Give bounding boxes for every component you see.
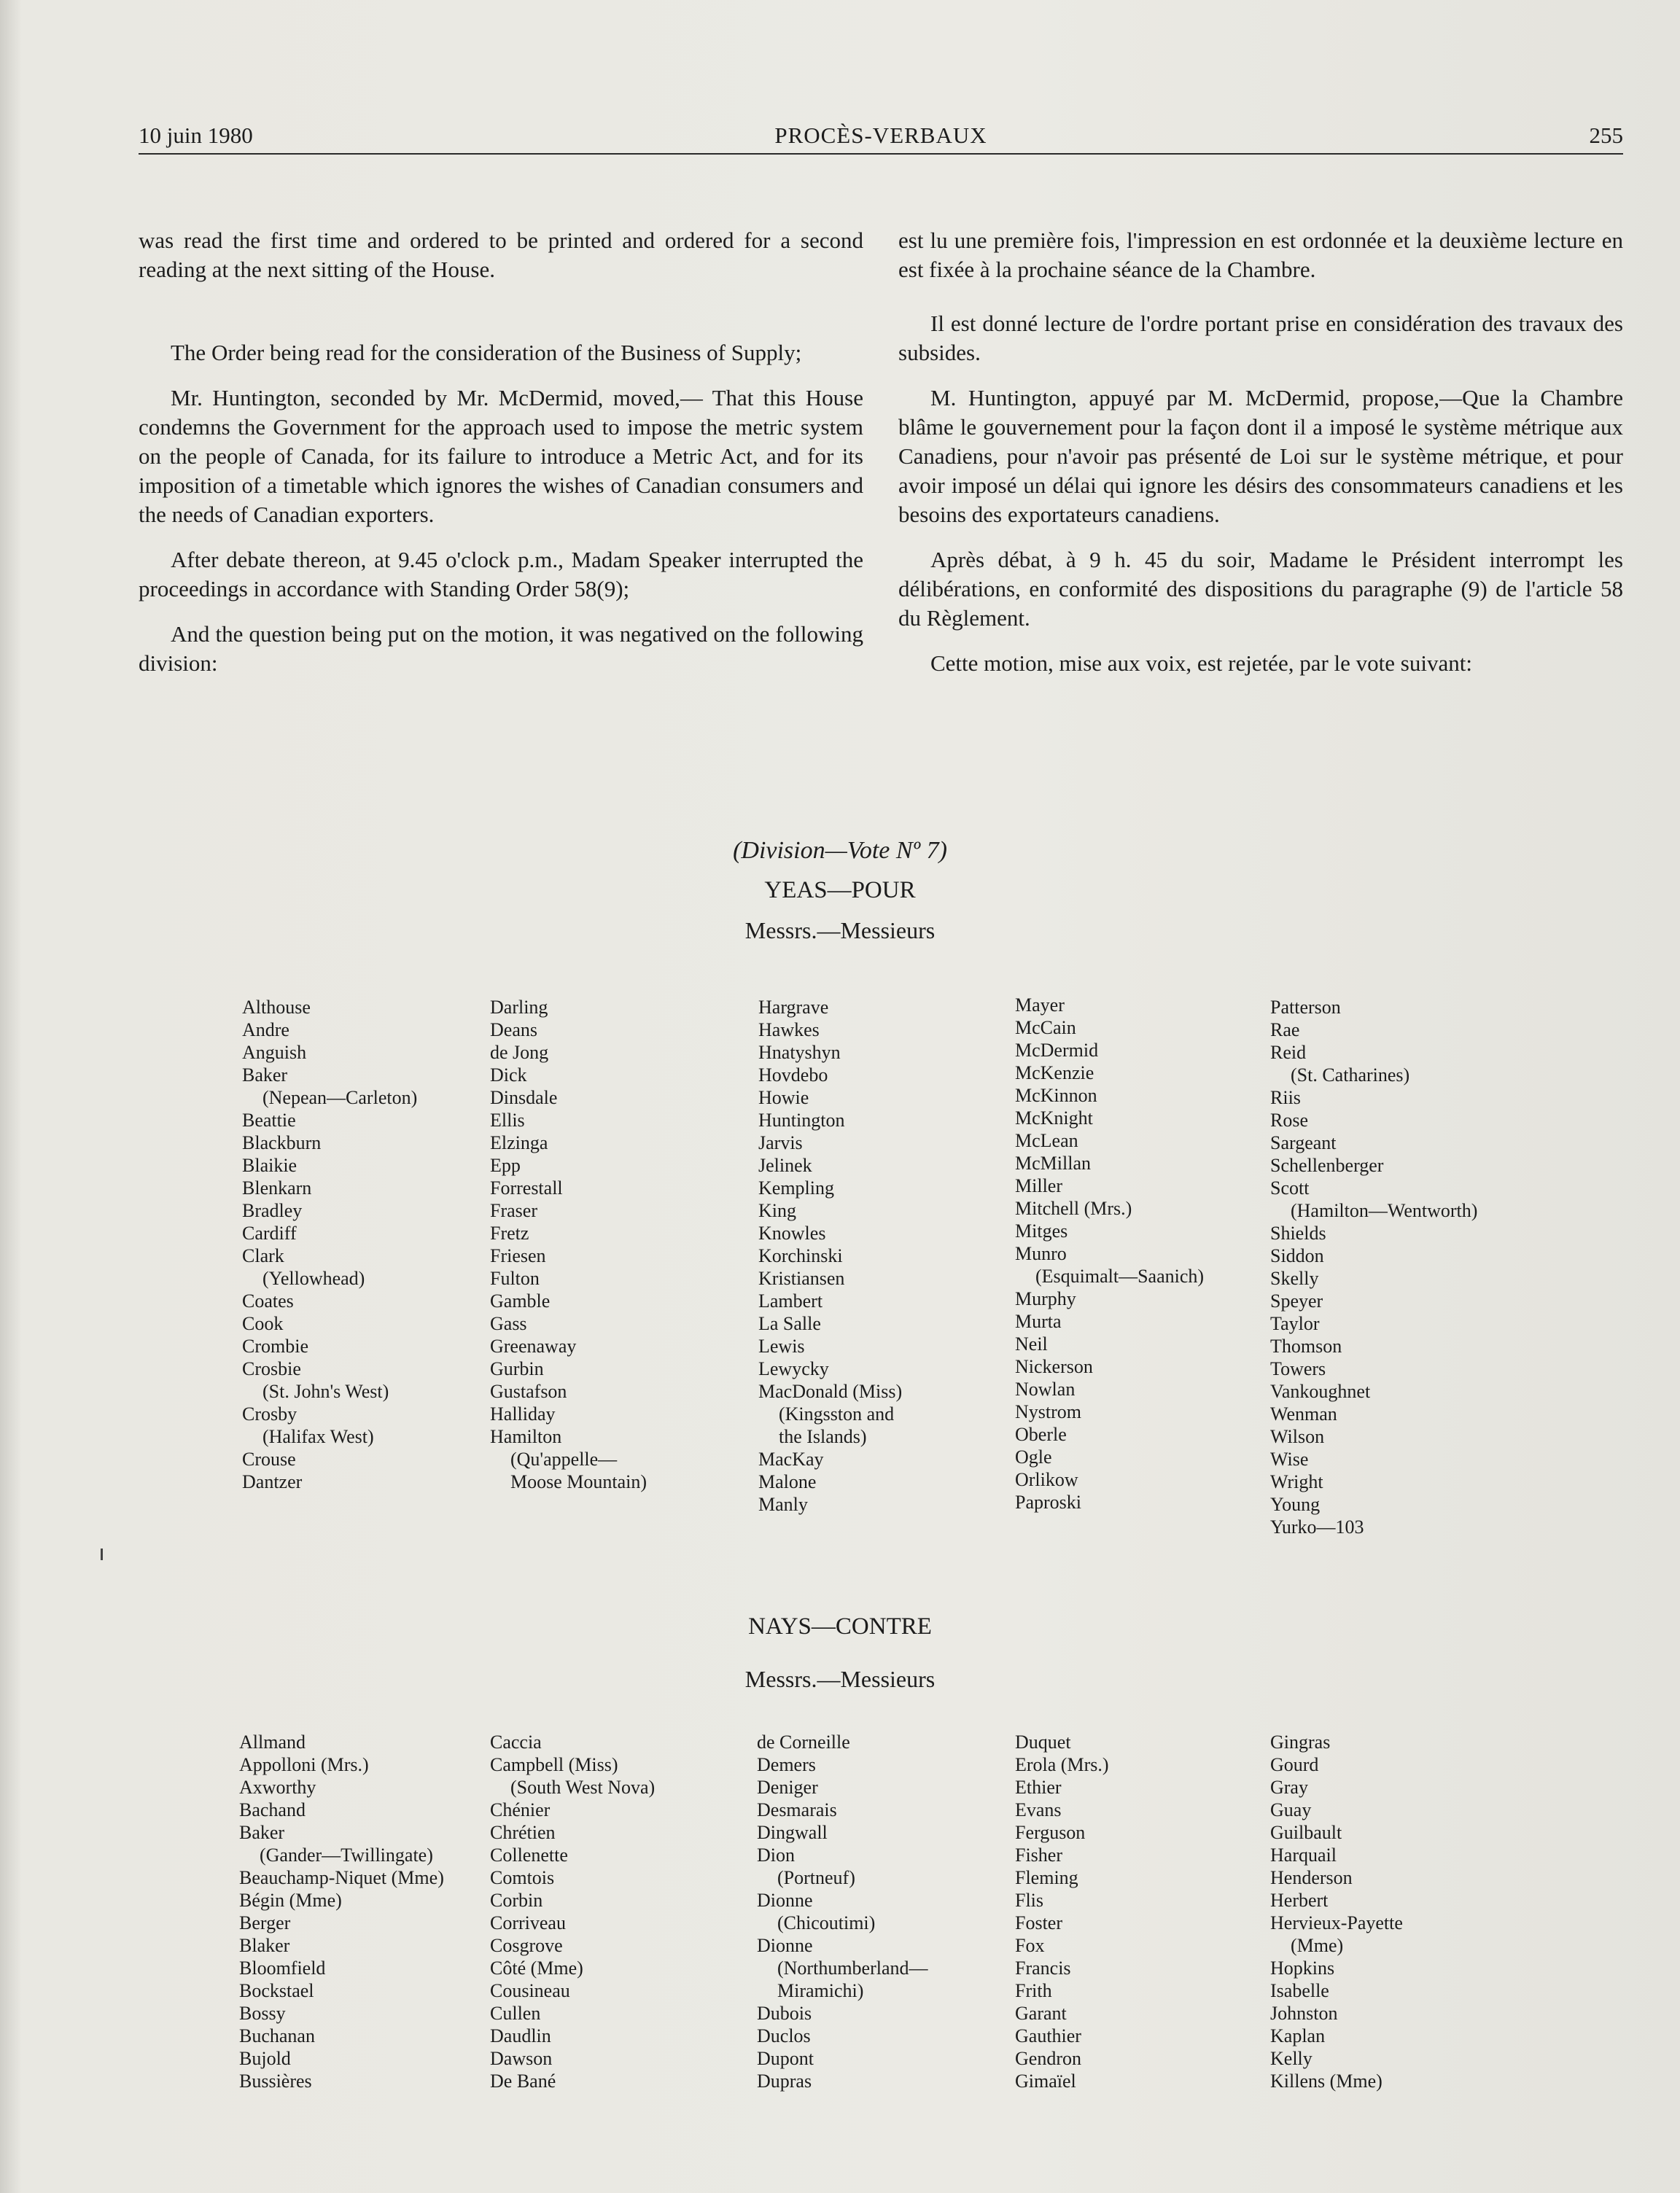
- nays-member-name: Fox: [1015, 1935, 1045, 1956]
- nays-column-1: [239, 1731, 444, 2092]
- header-date: 10 juin 1980: [139, 122, 253, 148]
- yeas-member-name: Andre: [242, 1019, 289, 1040]
- nays-member-name: Cosgrove: [490, 1935, 563, 1956]
- yeas-member-name: Ogle: [1015, 1446, 1052, 1468]
- yeas-member-name: Siddon: [1270, 1245, 1324, 1266]
- yeas-member-name: McKinnon: [1015, 1085, 1097, 1106]
- nays-member-name: Axworthy: [239, 1777, 316, 1798]
- yeas-member-name: Baker: [242, 1064, 288, 1086]
- nays-member-name: Gingras: [1270, 1732, 1331, 1753]
- division-title: (Division—Vote Nº 7): [733, 837, 947, 864]
- english-paragraph: After debate thereon, at 9.45 o'clock p.m., Madam Speaker interrupted the proceedings in accordance with Standing Order 58(9);: [139, 547, 863, 601]
- yeas-member-name: Friesen: [490, 1245, 546, 1266]
- nays-column-2: [490, 1731, 655, 2092]
- yeas-member-name: La Salle: [758, 1313, 821, 1334]
- nays-member-name: Kelly: [1270, 2048, 1312, 2069]
- header-rule: [139, 153, 1623, 155]
- nays-member-name: Daudlin: [490, 2025, 551, 2046]
- nays-member-name: Gimaïel: [1015, 2071, 1076, 2092]
- yeas-heading: YEAS—POUR: [764, 877, 916, 903]
- yeas-member-name: Thomson: [1270, 1336, 1342, 1357]
- nays-member-name: Kaplan: [1270, 2025, 1326, 2046]
- nays-member-name: Berger: [239, 1912, 291, 1933]
- french-paragraph: Il est donné lecture de l'ordre portant prise en considération des travaux des subsides.: [898, 311, 1623, 365]
- nays-member-name: Cullen: [490, 2003, 541, 2024]
- yeas-member-name: Crouse: [242, 1449, 296, 1470]
- yeas-member-name: Riis: [1270, 1087, 1301, 1108]
- nays-member-name: Garant: [1015, 2003, 1067, 2024]
- page-number: 255: [1589, 122, 1623, 148]
- yeas-member-name: (St. John's West): [262, 1381, 389, 1402]
- nays-member-name: (Chicoutimi): [777, 1912, 876, 1933]
- nays-member-name: Chénier: [490, 1799, 551, 1820]
- yeas-member-name: (Halifax West): [262, 1426, 374, 1447]
- nays-member-name: Hopkins: [1270, 1958, 1335, 1979]
- yeas-member-name: Coates: [242, 1290, 294, 1312]
- yeas-column-1: [242, 996, 417, 1493]
- nays-member-name: Ethier: [1015, 1777, 1062, 1798]
- yeas-member-name: Epp: [490, 1155, 521, 1176]
- nays-member-name: Dionne: [757, 1935, 813, 1956]
- yeas-member-name: Anguish: [242, 1042, 307, 1063]
- nays-member-name: Bussières: [239, 2071, 312, 2092]
- yeas-member-name: Wise: [1270, 1449, 1309, 1470]
- yeas-member-name: Towers: [1270, 1358, 1326, 1379]
- nays-heading: NAYS—CONTRE: [748, 1613, 932, 1640]
- nays-member-name: Bloomfield: [239, 1958, 326, 1979]
- nays-member-name: Harquail: [1270, 1845, 1337, 1866]
- yeas-column-4: [1015, 994, 1204, 1514]
- yeas-member-name: Skelly: [1270, 1268, 1319, 1289]
- nays-member-name: Bossy: [239, 2003, 286, 2024]
- yeas-member-name: Munro: [1015, 1243, 1067, 1264]
- yeas-member-name: Miller: [1015, 1175, 1062, 1196]
- yeas-member-name: the Islands): [779, 1426, 867, 1447]
- yeas-member-name: Hnatyshyn: [758, 1042, 841, 1063]
- nays-member-name: Deniger: [757, 1777, 818, 1798]
- nays-member-name: Buchanan: [239, 2025, 315, 2046]
- yeas-member-name: Jelinek: [758, 1155, 812, 1176]
- nays-member-name: Gray: [1270, 1777, 1308, 1798]
- nays-member-name: Bockstael: [239, 1980, 314, 2001]
- yeas-member-name: (Hamilton—Wentworth): [1291, 1200, 1478, 1221]
- yeas-member-name: Beattie: [242, 1110, 296, 1131]
- nays-member-name: Johnston: [1270, 2003, 1338, 2024]
- nays-member-name: Baker: [239, 1822, 285, 1843]
- nays-member-name: Dubois: [757, 2003, 812, 2024]
- yeas-member-name: (Nepean—Carleton): [262, 1087, 418, 1108]
- yeas-member-name: Fretz: [490, 1223, 529, 1244]
- yeas-member-name: Hargrave: [758, 997, 829, 1018]
- yeas-member-name: (Esquimalt—Saanich): [1035, 1266, 1205, 1287]
- yeas-member-name: Hawkes: [758, 1019, 820, 1040]
- nays-member-name: Foster: [1015, 1912, 1062, 1933]
- english-paragraph: The Order being read for the consideration of the Business of Supply;: [171, 340, 802, 365]
- yeas-member-name: Cook: [242, 1313, 284, 1334]
- nays-column-5: [1270, 1731, 1403, 2092]
- nays-member-name: Campbell (Miss): [490, 1754, 618, 1775]
- yeas-member-name: McKenzie: [1015, 1062, 1094, 1083]
- yeas-member-name: Mitges: [1015, 1220, 1068, 1242]
- nays-member-name: Fleming: [1015, 1867, 1078, 1888]
- yeas-member-name: Murta: [1015, 1311, 1062, 1332]
- yeas-member-name: Cardiff: [242, 1223, 297, 1244]
- english-paragraph: was read the first time and ordered to be printed and ordered for a second reading at the next sitting of the House.: [139, 227, 863, 282]
- yeas-member-name: Halliday: [490, 1403, 556, 1425]
- nays-member-name: Flis: [1015, 1890, 1044, 1911]
- yeas-member-name: Wilson: [1270, 1426, 1325, 1447]
- yeas-member-name: Deans: [490, 1019, 537, 1040]
- yeas-member-name: Dinsdale: [490, 1087, 558, 1108]
- yeas-column-5: [1270, 996, 1477, 1538]
- nays-member-name: Guilbault: [1270, 1822, 1342, 1843]
- nays-member-name: Desmarais: [757, 1799, 837, 1820]
- yeas-member-name: Lambert: [758, 1290, 823, 1312]
- yeas-member-name: Rose: [1270, 1110, 1308, 1131]
- yeas-member-name: Malone: [758, 1471, 817, 1492]
- yeas-member-name: Forrestall: [490, 1177, 563, 1199]
- french-paragraph: Après débat, à 9 h. 45 du soir, Madame le Président interrompt les délibérations, en conformité des dispositions du paragraphe (9) de l'article 58 du Règlement.: [898, 547, 1623, 631]
- nays-member-name: Evans: [1015, 1799, 1062, 1820]
- nays-member-name: Duclos: [757, 2025, 811, 2046]
- nays-member-name: Dupont: [757, 2048, 814, 2069]
- nays-member-name: Fisher: [1015, 1845, 1062, 1866]
- yeas-member-name: Elzinga: [490, 1132, 548, 1153]
- nays-member-name: Herbert: [1270, 1890, 1329, 1911]
- yeas-member-name: Jarvis: [758, 1132, 803, 1153]
- page-header: [139, 122, 1623, 156]
- nays-member-name: Collenette: [490, 1845, 568, 1866]
- yeas-member-name: Sargeant: [1270, 1132, 1337, 1153]
- yeas-member-name: Shields: [1270, 1223, 1326, 1244]
- yeas-member-name: Nowlan: [1015, 1379, 1076, 1400]
- yeas-member-name: Dick: [490, 1064, 527, 1086]
- yeas-member-name: Crosbie: [242, 1358, 301, 1379]
- yeas-member-name: Knowles: [758, 1223, 826, 1244]
- nays-member-name: Corbin: [490, 1890, 543, 1911]
- nays-member-name: Gourd: [1270, 1754, 1319, 1775]
- yeas-member-name: McLean: [1015, 1130, 1078, 1151]
- yeas-member-name: Schellenberger: [1270, 1155, 1384, 1176]
- nays-member-name: (South West Nova): [510, 1777, 656, 1798]
- yeas-member-name: Taylor: [1270, 1313, 1320, 1334]
- yeas-member-name: McMillan: [1015, 1153, 1091, 1174]
- nays-member-name: Bégin (Mme): [239, 1890, 342, 1911]
- yeas-member-name: (St. Catharines): [1291, 1064, 1410, 1086]
- french-paragraph: M. Huntington, appuyé par M. McDermid, propose,—Que la Chambre blâme le gouvernement pour la façon dont il a imposé le système métrique aux Canadiens, pour n'avoir pas présenté de Loi sur le système métrique, et pour avoir imposé un délai qui ignore les désirs des consommateurs canadiens et les besoins des exportateurs canadiens.: [898, 385, 1623, 527]
- nays-member-name: Chrétien: [490, 1822, 556, 1843]
- yeas-member-name: Ellis: [490, 1110, 525, 1131]
- yeas-member-name: Vankoughnet: [1270, 1381, 1371, 1402]
- yeas-member-name: Manly: [758, 1494, 808, 1515]
- yeas-member-name: Oberle: [1015, 1424, 1067, 1445]
- yeas-member-name: Patterson: [1270, 997, 1341, 1018]
- yeas-messrs: Messrs.—Messieurs: [744, 917, 936, 943]
- yeas-member-name: Fulton: [490, 1268, 540, 1289]
- nays-member-name: Frith: [1015, 1980, 1052, 2001]
- yeas-member-name: Korchinski: [758, 1245, 843, 1266]
- yeas-member-name: Yurko—103: [1270, 1516, 1364, 1538]
- yeas-member-name: Murphy: [1015, 1288, 1076, 1309]
- yeas-member-name: Crosby: [242, 1403, 298, 1425]
- yeas-member-name: Huntington: [758, 1110, 845, 1131]
- nays-member-name: Miramichi): [777, 1980, 864, 2001]
- yeas-member-name: Kempling: [758, 1177, 834, 1199]
- nays-member-name: (Northumberland—: [777, 1958, 928, 1979]
- yeas-member-name: Hovdebo: [758, 1064, 828, 1086]
- nays-column-3: [757, 1731, 928, 2092]
- yeas-member-name: Neil: [1015, 1333, 1048, 1355]
- yeas-member-name: Mayer: [1015, 994, 1065, 1016]
- yeas-member-name: Blackburn: [242, 1132, 322, 1153]
- yeas-member-name: Bradley: [242, 1200, 303, 1221]
- nays-member-name: Isabelle: [1270, 1980, 1329, 2001]
- yeas-member-name: (Qu'appelle—: [510, 1449, 618, 1470]
- nays-member-name: Killens (Mme): [1270, 2071, 1382, 2092]
- yeas-member-name: Crombie: [242, 1336, 308, 1357]
- nays-member-name: Demers: [757, 1754, 816, 1775]
- yeas-member-name: Lewycky: [758, 1358, 829, 1379]
- yeas-member-name: Gamble: [490, 1290, 551, 1312]
- yeas-member-name: McCain: [1015, 1017, 1076, 1038]
- yeas-member-name: Kristiansen: [758, 1268, 845, 1289]
- yeas-member-name: Blaikie: [242, 1155, 298, 1176]
- nays-member-name: Bachand: [239, 1799, 306, 1820]
- nays-column-4: [1015, 1731, 1109, 2092]
- english-paragraph: Mr. Huntington, seconded by Mr. McDermid, moved,— That this House condemns the Government for the approach used to impose the metric system on the people of Canada, for its failure to introduce a Metric Act, and for its imposition of a timetable which ignores the wishes of Canadian consumers and the needs of Canadian exporters.: [139, 385, 863, 527]
- yeas-member-name: Lewis: [758, 1336, 805, 1357]
- yeas-member-name: Fraser: [490, 1200, 537, 1221]
- yeas-column-2: [490, 996, 647, 1493]
- nays-member-name: Dion: [757, 1845, 795, 1866]
- nays-member-name: De Bané: [490, 2071, 556, 2092]
- nays-member-name: Erola (Mrs.): [1015, 1754, 1109, 1775]
- yeas-member-name: Reid: [1270, 1042, 1307, 1063]
- english-paragraph: And the question being put on the motion, it was negatived on the following division:: [139, 621, 863, 676]
- nays-member-name: Appolloni (Mrs.): [239, 1754, 369, 1775]
- yeas-member-name: Orlikow: [1015, 1469, 1078, 1490]
- french-paragraph: est lu une première fois, l'impression en est ordonnée et la deuxième lecture en est fixée à la prochaine séance de la Chambre.: [898, 227, 1623, 282]
- yeas-member-name: Darling: [490, 997, 548, 1018]
- yeas-member-name: King: [758, 1200, 796, 1221]
- yeas-member-name: Wenman: [1270, 1403, 1337, 1425]
- nays-member-name: Beauchamp-Niquet (Mme): [239, 1867, 444, 1888]
- yeas-member-name: Young: [1270, 1494, 1321, 1515]
- yeas-member-name: Rae: [1270, 1019, 1300, 1040]
- yeas-member-name: de Jong: [490, 1042, 549, 1063]
- yeas-member-name: (Yellowhead): [262, 1268, 365, 1289]
- nays-member-name: Dawson: [490, 2048, 553, 2069]
- yeas-member-name: Howie: [758, 1087, 809, 1108]
- nays-member-name: Dionne: [757, 1890, 813, 1911]
- nays-member-name: Caccia: [490, 1732, 542, 1753]
- nays-member-name: Henderson: [1270, 1867, 1353, 1888]
- nays-member-name: (Gander—Twillingate): [260, 1845, 433, 1866]
- header-title: PROCÈS-VERBAUX: [774, 122, 987, 148]
- nays-member-name: Dupras: [757, 2071, 812, 2092]
- yeas-member-name: Wright: [1270, 1471, 1323, 1492]
- yeas-member-name: Gustafson: [490, 1381, 567, 1402]
- yeas-member-name: Speyer: [1270, 1290, 1323, 1312]
- nays-member-name: Francis: [1015, 1958, 1071, 1979]
- yeas-member-name: Hamilton: [490, 1426, 562, 1447]
- nays-member-name: Hervieux-Payette: [1270, 1912, 1403, 1933]
- nays-member-name: Comtois: [490, 1867, 555, 1888]
- nays-member-name: Cousineau: [490, 1980, 570, 2001]
- yeas-member-name: (Kingsston and: [779, 1403, 895, 1425]
- yeas-member-name: Nystrom: [1015, 1401, 1081, 1422]
- nays-member-name: Guay: [1270, 1799, 1312, 1820]
- nays-messrs: Messrs.—Messieurs: [744, 1666, 936, 1692]
- margin-mark: [101, 1549, 103, 1560]
- french-paragraph: Cette motion, mise aux voix, est rejetée, par le vote suivant:: [930, 650, 1472, 676]
- yeas-member-name: Dantzer: [242, 1471, 303, 1492]
- nays-member-name: Duquet: [1015, 1732, 1071, 1753]
- yeas-member-name: Gurbin: [490, 1358, 544, 1379]
- yeas-member-name: Althouse: [242, 997, 311, 1018]
- yeas-member-name: McKnight: [1015, 1107, 1093, 1129]
- french-column: [898, 226, 1623, 678]
- nays-member-name: (Mme): [1291, 1935, 1344, 1956]
- yeas-member-name: Gass: [490, 1313, 527, 1334]
- yeas-member-name: Moose Mountain): [510, 1471, 648, 1492]
- nays-member-name: Blaker: [239, 1935, 290, 1956]
- yeas-member-name: Clark: [242, 1245, 284, 1266]
- nays-member-name: Gendron: [1015, 2048, 1081, 2069]
- yeas-member-name: McDermid: [1015, 1040, 1099, 1061]
- nays-member-name: (Portneuf): [777, 1867, 855, 1888]
- yeas-member-name: Scott: [1270, 1177, 1310, 1199]
- nays-member-name: de Corneille: [757, 1732, 850, 1753]
- yeas-member-name: Nickerson: [1015, 1356, 1093, 1377]
- nays-member-name: Dingwall: [757, 1822, 828, 1843]
- english-column: [139, 226, 863, 678]
- nays-member-name: Gauthier: [1015, 2025, 1081, 2046]
- nays-member-name: Ferguson: [1015, 1822, 1086, 1843]
- yeas-member-name: Mitchell (Mrs.): [1015, 1198, 1132, 1219]
- yeas-member-name: Paproski: [1015, 1492, 1081, 1513]
- yeas-member-name: MacKay: [758, 1449, 824, 1470]
- yeas-column-3: [758, 996, 902, 1516]
- nays-member-name: Corriveau: [490, 1912, 566, 1933]
- yeas-member-name: Blenkarn: [242, 1177, 312, 1199]
- nays-member-name: Côté (Mme): [490, 1958, 583, 1979]
- nays-member-name: Bujold: [239, 2048, 291, 2069]
- nays-member-name: Allmand: [239, 1732, 306, 1753]
- yeas-member-name: Greenaway: [490, 1336, 577, 1357]
- yeas-member-name: MacDonald (Miss): [758, 1381, 903, 1402]
